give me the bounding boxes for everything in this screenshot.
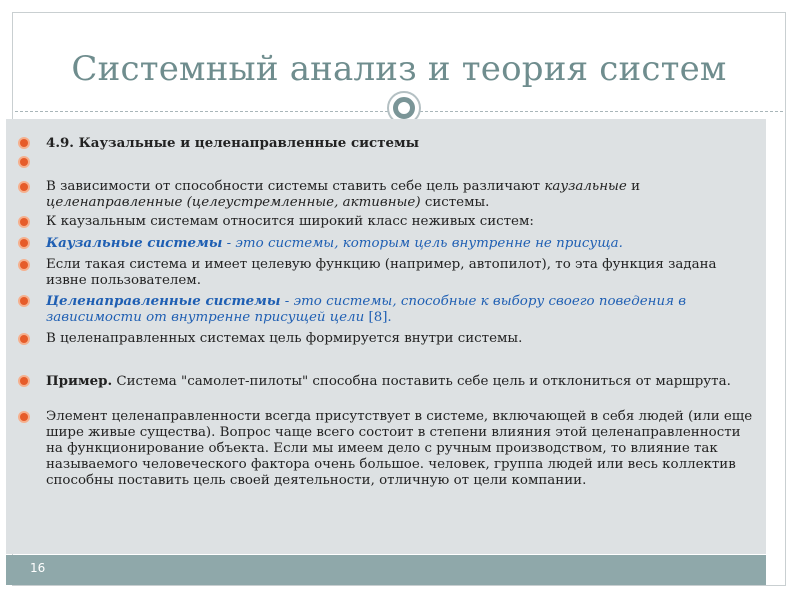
- bullet-icon: [20, 297, 28, 305]
- definition-term-causal: Каузальные системы: [46, 235, 223, 251]
- term-goal-directed: целенаправленные (целеустремленные, активные): [46, 195, 421, 210]
- list-item-example: [46, 373, 758, 390]
- bullet-icon: [20, 183, 28, 191]
- list-item-paragraph-1: [46, 179, 758, 211]
- list-item-heading: [46, 135, 758, 152]
- bullet-icon: [20, 377, 28, 385]
- paragraph-8-text: Элемент целенаправленности всегда присутствует в системе, включающей в себя людей (или еще шире живые существа). Вопрос чаще всего состоит в степени влияния этой целенаправленности на функционирование объекта. Если мы имеем дело с ручным производством, то влияние так называемого человеческого фактора очень большое. человек, группа людей или весь коллектив способны поставить цель своей деятельности, отличную от цели компании.: [46, 409, 753, 488]
- list-item-empty: [46, 154, 758, 170]
- list-item-paragraph-8: [46, 409, 758, 489]
- example-label: Пример.: [46, 373, 113, 389]
- paragraph-2-text: К каузальным системам относится широкий класс неживых систем:: [46, 214, 534, 229]
- footer-bar: [6, 555, 766, 585]
- paragraph-1-and: и: [626, 179, 641, 194]
- paragraph-1-end: системы.: [420, 195, 490, 210]
- paragraph-1-text: В зависимости от способности системы ставить себе цель различают: [46, 179, 545, 194]
- bullet-icon: [20, 261, 28, 269]
- bullet-icon: [20, 158, 28, 166]
- paragraph-6-text: В целенаправленных системах цель формируется внутри системы.: [46, 331, 523, 346]
- definition-term-goal-directed: Целенаправленные системы: [46, 293, 281, 309]
- page-number: 16: [30, 561, 46, 575]
- bullet-icon: [20, 335, 28, 343]
- citation-ref: [8].: [368, 310, 392, 325]
- definition-text-causal: - это системы, которым цель внутренне не присуща.: [222, 236, 623, 251]
- list-item-definition-goal-directed: [46, 293, 758, 326]
- content-area: [6, 119, 766, 554]
- list-item-definition-causal: [46, 235, 758, 252]
- list-item-paragraph-6: [46, 331, 758, 347]
- example-text: Система "самолет-пилоты" способна поставить себе цель и отклониться от маршрута.: [112, 374, 731, 389]
- definition-text-goal-directed: - это системы, способные к выбору своего поведения в зависимости от внутренне присущей цели: [46, 294, 687, 325]
- bullet-icon: [20, 139, 28, 147]
- slide-title: Системный анализ и теория систем: [71, 49, 727, 89]
- list-item-paragraph-4: [46, 257, 758, 289]
- list-item-paragraph-2: [46, 214, 758, 230]
- section-heading: 4.9. Каузальные и целенаправленные системы: [46, 135, 420, 151]
- paragraph-4-text: Если такая система и имеет целевую функцию (например, автопилот), то эта функция задана извне пользователем.: [46, 257, 717, 288]
- term-causal: каузальные: [544, 179, 627, 194]
- ring-inner-icon: [393, 97, 415, 119]
- bullet-icon: [20, 239, 28, 247]
- bullet-icon: [20, 218, 28, 226]
- bullet-icon: [20, 413, 28, 421]
